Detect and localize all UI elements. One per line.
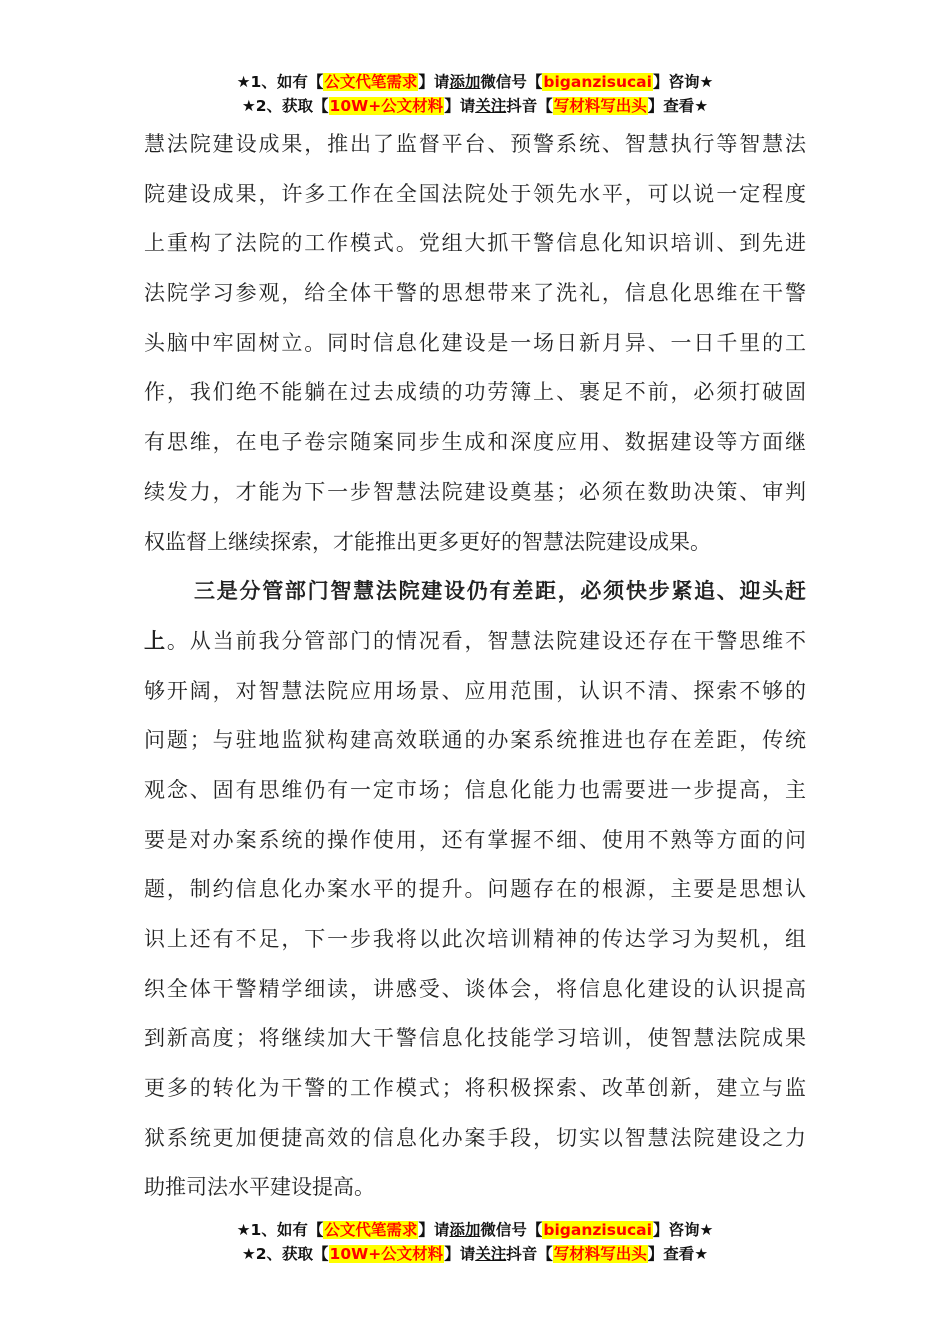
promo-text: ★2、获取【 [241,1245,329,1263]
promo-text: 微信号【 [480,73,543,91]
promo-text: 微信号【 [480,1221,543,1239]
body-line: 院建设成果，许多工作在全国法院处于领先水平，可以说一定程度 [144,181,806,206]
promo-text: 抖音【 [506,1245,553,1263]
body-line: 续发力，才能为下一步智慧法院建设奠基；必须在数助决策、审判 [144,479,806,504]
body-line: 够开阔，对智慧法院应用场景、应用范围，认识不清、探索不够的 [144,678,806,703]
promo-highlight-service: 公文代笔需求 [324,73,418,91]
footer-promo-banner [0,1218,950,1266]
body-text: 。从当前我分管部门的情况看，智慧法院建设还存在干警思维不 [166,628,806,653]
promo-text: ★1、如有【 [236,73,324,91]
promo-highlight-materials: 10W+公文材料 [329,97,444,115]
promo-line-2 [0,1242,950,1266]
promo-highlight-wechat-id: biganzisucai [543,1221,652,1239]
section-heading-line: 三是分管部门智慧法院建设仍有差距，必须快步紧追、迎头赶 [194,579,806,604]
promo-line-1 [0,1218,950,1242]
promo-text: 抖音【 [506,97,553,115]
body-line: 识上还有不足，下一步我将以此次培训精神的传达学习为契机，组 [144,927,806,951]
promo-text: 】查看★ [647,1245,709,1263]
body-line: 法院学习参观，给全体干警的思想带来了洗礼，信息化思维在干警 [144,281,806,306]
promo-text: 】咨询★ [652,1221,714,1239]
body-line: 题，制约信息化办案水平的提升。问题存在的根源，主要是思想认 [144,877,806,902]
promo-highlight-wechat-id: biganzisucai [543,73,652,91]
body-line: 慧法院建设成果，推出了监督平台、预警系统、智慧执行等智慧法 [144,132,806,156]
promo-underlined-text: 添加 [449,73,481,91]
promo-highlight-douyin-account: 写材料写出头 [553,1245,647,1263]
body-line: 上重构了法院的工作模式。党组大抓干警信息化知识培训、到先进 [144,231,806,256]
body-line: 头脑中牢固树立。同时信息化建设是一场日新月异、一日千里的工 [144,330,806,355]
promo-text: 】查看★ [647,97,709,115]
promo-text: 】请 [444,97,476,115]
section-heading-end: 上 [144,628,167,653]
promo-text: 】请 [418,73,450,91]
body-line: 有思维，在电子卷宗随案同步生成和深度应用、数据建设等方面继 [144,430,806,455]
body-line: 观念、固有思维仍有一定市场；信息化能力也需要进一步提高，主 [144,777,806,802]
body-line: 狱系统更加便捷高效的信息化办案手段，切实以智慧法院建设之力 [144,1125,806,1150]
promo-line-2 [0,94,950,118]
promo-text: ★2、获取【 [241,97,329,115]
body-line: 更多的转化为干警的工作模式；将积极探索、改革创新，建立与监 [144,1076,806,1101]
promo-text: ★1、如有【 [236,1221,324,1239]
header-promo-banner [0,70,950,118]
promo-highlight-materials: 10W+公文材料 [329,1245,444,1263]
document-body [144,120,806,1213]
promo-underlined-text: 关注 [475,97,507,115]
promo-text: 】请 [444,1245,476,1263]
promo-highlight-douyin-account: 写材料写出头 [553,97,647,115]
promo-underlined-text: 添加 [449,1221,481,1239]
body-line: 到新高度；将继续加大干警信息化技能学习培训，使智慧法院成果 [144,1026,806,1051]
promo-line-1 [0,70,950,94]
body-line: 权监督上继续探索，才能推出更多更好的智慧法院建设成果。 [144,529,711,554]
body-line: 问题；与驻地监狱构建高效联通的办案系统推进也存在差距，传统 [144,728,806,753]
promo-text: 】请 [418,1221,450,1239]
body-line: 助推司法水平建设提高。 [144,1175,375,1200]
promo-underlined-text: 关注 [475,1245,507,1263]
body-line: 要是对办案系统的操作使用，还有掌握不细、使用不熟等方面的问 [144,827,806,852]
body-line [144,617,806,667]
promo-text: 】咨询★ [652,73,714,91]
body-line: 作，我们绝不能躺在过去成绩的功劳簿上、裹足不前，必须打破固 [144,380,806,405]
body-line: 织全体干警精学细读，讲感受、谈体会，将信息化建设的认识提高 [144,976,806,1001]
promo-highlight-service: 公文代笔需求 [324,1221,418,1239]
